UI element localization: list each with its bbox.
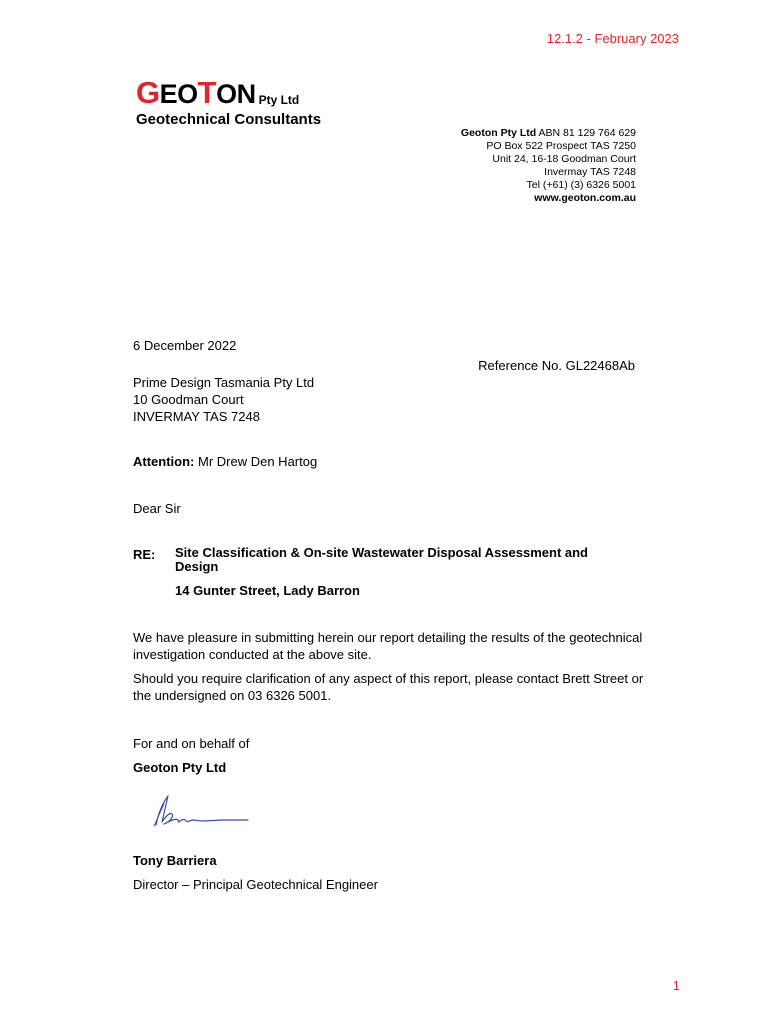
signatory-name: Tony Barriera	[133, 853, 217, 868]
logo-tagline: Geotechnical Consultants	[136, 111, 322, 128]
company-website[interactable]: www.geoton.com.au	[534, 192, 636, 204]
recipient-suburb: INVERMAY TAS 7248	[133, 409, 260, 424]
signatory-title: Director – Principal Geotechnical Engineer	[133, 877, 378, 892]
recipient-street: 10 Goodman Court	[133, 392, 244, 407]
company-suburb: Invermay TAS 7248	[544, 166, 636, 178]
recipient-address	[133, 374, 314, 425]
recipient-company: Prime Design Tasmania Pty Ltd	[133, 375, 315, 390]
closing-company: Geoton Pty Ltd	[133, 760, 227, 775]
company-po-box: PO Box 522 Prospect TAS 7250	[486, 140, 636, 152]
reference-number: Reference No. GL22468Ab	[478, 358, 635, 373]
signature	[148, 790, 258, 835]
letter-date: 6 December 2022	[133, 338, 237, 353]
logo-suffix: Pty Ltd	[258, 93, 300, 107]
company-address-block	[461, 127, 636, 205]
re-site-address: 14 Gunter Street, Lady Barron	[175, 583, 360, 598]
logo-wordmark: GEOTON	[136, 75, 256, 110]
re-subject: Site Classification & On-site Wastewater Disposal Assessment and Design	[175, 545, 588, 574]
salutation: Dear Sir	[133, 501, 181, 516]
closing-line: For and on behalf of	[133, 736, 250, 751]
company-name-line: Geoton Pty Ltd ABN 81 129 764 629	[460, 127, 636, 139]
body-paragraph-1: We have pleasure in submitting herein our report detailing the results of the geotechnical investigation conducted at the above site.	[133, 630, 643, 662]
attention-line	[133, 453, 317, 470]
body-paragraph-2: Should you require clarification of any aspect of this report, please contact Brett Street or the undersigned on 03 6326 5001.	[133, 671, 644, 703]
company-street: Unit 24, 16-18 Goodman Court	[492, 153, 636, 165]
re-label: RE:	[133, 547, 156, 562]
attention-label: Attention:	[133, 454, 195, 469]
document-reference: 12.1.2 - February 2023	[546, 31, 679, 46]
company-logo	[136, 75, 300, 110]
signature-mark	[148, 790, 258, 830]
company-phone: Tel (+61) (3) 6326 5001	[526, 179, 636, 191]
attention-name: Mr Drew Den Hartog	[198, 454, 318, 469]
page-number: 1	[672, 978, 680, 993]
